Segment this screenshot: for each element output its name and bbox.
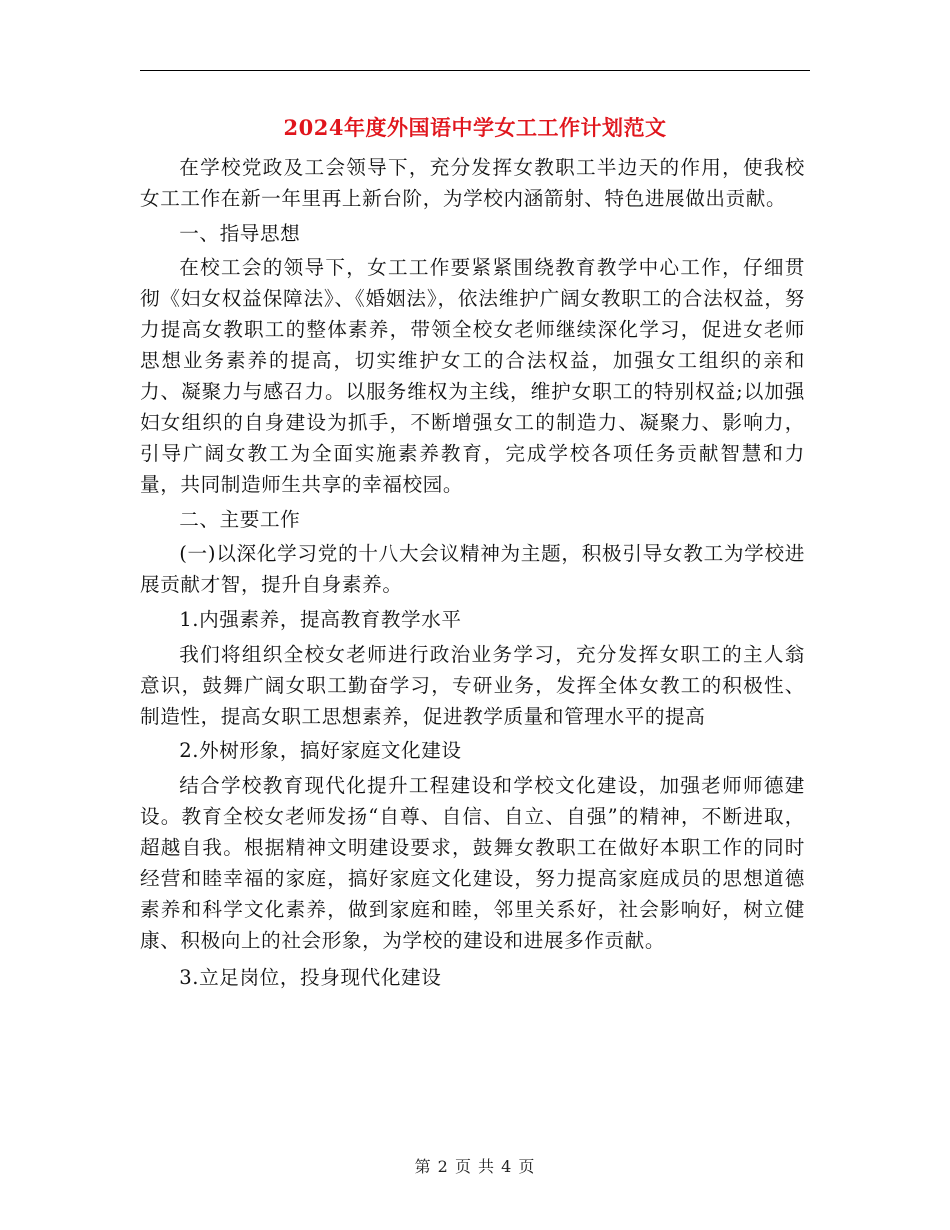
page-number: 第 2 页 共 4 页 — [414, 1157, 536, 1176]
paragraph-guiding-thought: 在校工会的领导下，女工工作要紧紧围绕教育教学中心工作，仔细贯彻《妇女权益保障法》、《婚姻法》，依法维护广阔女教职工的合法权益，努力提高女教职工的整体素养，带领全校女老师继续深化学习，促进女老师思想业务素养的提高，切实维护女工的合法权益，加强女工组织的亲和力、凝聚力与感召力。以服务维权为主线，维护女职工的特别权益;以加强妇女组织的自身建设为抓手，不断增强女工的制造力、凝聚力、影响力，引导广阔女教工为全面实施素养教育，完成学校各项任务贡献智慧和力量，共同制造师生共享的幸福校园。 — [140, 256, 805, 497]
subheading-outer-image: 2.外树形象，搞好家庭文化建设 — [179, 739, 462, 763]
paragraph-inner-quality: 我们将组织全校女老师进行政治业务学习，充分发挥女职工的主人翁意识，鼓舞广阔女职工勤奋学习，专研业务，发挥全体女教工的积极性、制造性，提高女职工思想素养，促进教学质量和管理水平的提高 — [140, 642, 805, 728]
paragraph-intro: 在学校党政及工会领导下，充分发挥女教职工半边天的作用，使我校女工工作在新一年里再上新台阶，为学校内涵箭射、特色进展做出贡献。 — [140, 156, 805, 210]
subheading-post-position: 3.立足岗位，投身现代化建设 — [179, 965, 442, 989]
document-body — [140, 152, 805, 996]
subheading-inner-quality: 1.内强素养，提高教育教学水平 — [179, 607, 462, 631]
header-rule — [140, 70, 810, 71]
document-title: 2024年度外国语中学女工工作计划范文 — [283, 115, 667, 140]
paragraph-main-work-1: (一)以深化学习党的十八大会议精神为主题，积极引导女教工为学校进展贡献才智，提升自身素养。 — [140, 542, 805, 597]
section-heading-main-work: 二、主要工作 — [179, 507, 301, 531]
section-heading-guiding-thought: 一、指导思想 — [179, 221, 301, 245]
paragraph-outer-image: 结合学校教育现代化提升工程建设和学校文化建设，加强老师师德建设。教育全校女老师发扬“自尊、自信、自立、自强”的精神，不断进取，超越自我。根据精神文明建设要求，鼓舞女教职工在做好本职工作的同时经营和睦幸福的家庭，搞好家庭文化建设，努力提高家庭成员的思想道德素养和科学文化素养，做到家庭和睦，邻里关系好，社会影响好，树立健康、积极向上的社会形象，为学校的建设和进展多作贡献。 — [140, 773, 805, 952]
